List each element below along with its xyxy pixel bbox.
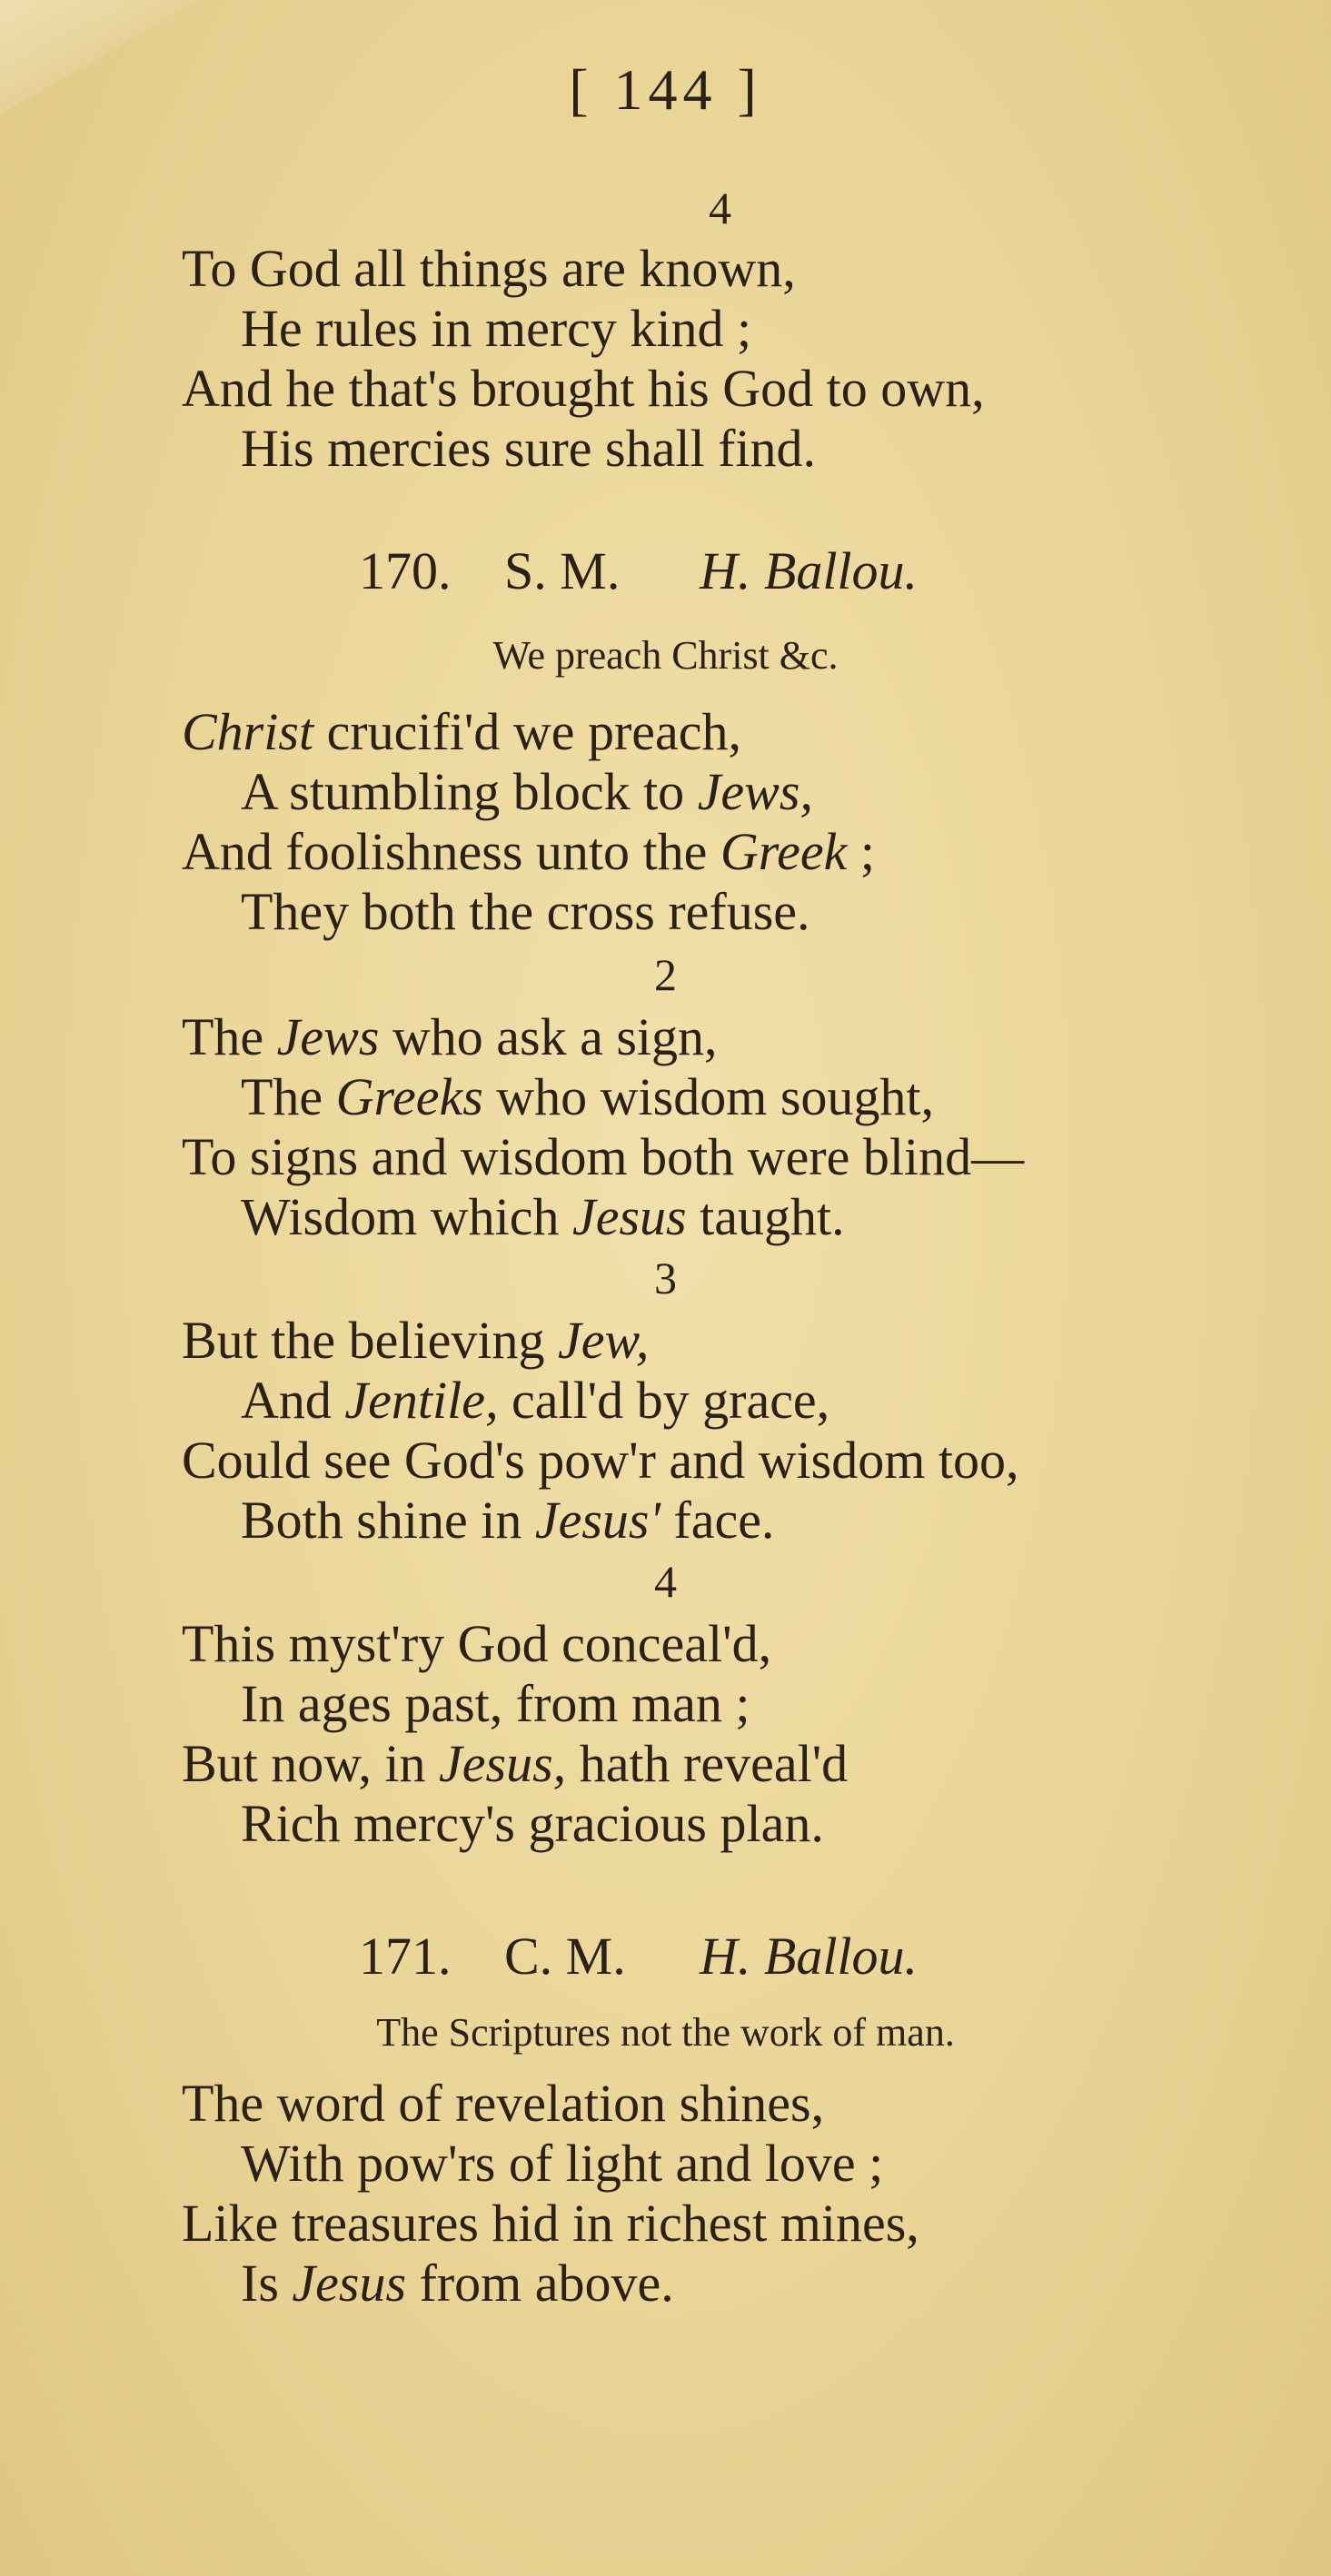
hymn-heading bbox=[359, 1926, 918, 1986]
verse-line: This myst'ry God conceal'd, bbox=[182, 1614, 772, 1673]
verse-line: The Greeks who wisdom sought, bbox=[241, 1067, 935, 1126]
verse-line: They both the cross refuse. bbox=[241, 882, 810, 941]
verse-line: But the believing Jew, bbox=[182, 1311, 650, 1370]
verse-line: And he that's brought his God to own, bbox=[182, 359, 985, 418]
hymn-author: H. Ballou. bbox=[700, 1927, 919, 1986]
verse-line: With pow'rs of light and love ; bbox=[241, 2134, 884, 2193]
hymn-number: 171. bbox=[359, 1927, 452, 1986]
stanza-number: 2 bbox=[654, 949, 677, 1000]
verse-line: And Jentile, call'd by grace, bbox=[241, 1371, 830, 1430]
verse-line: The word of revelation shines, bbox=[182, 2074, 825, 2133]
verse-line: Is Jesus from above. bbox=[241, 2254, 674, 2313]
verse-line: Like treasures hid in richest mines, bbox=[182, 2194, 919, 2253]
verse-line: Could see God's pow'r and wisdom too, bbox=[182, 1431, 1019, 1490]
verse-line: And foolishness unto the Greek ; bbox=[182, 822, 876, 881]
verse-line: To signs and wisdom both were blind— bbox=[182, 1127, 1025, 1186]
hymn-number: 170. bbox=[359, 541, 452, 600]
verse-line: Rich mercy's gracious plan. bbox=[241, 1794, 824, 1853]
verse-line: Wisdom which Jesus taught. bbox=[241, 1187, 845, 1246]
verse-line: In ages past, from man ; bbox=[241, 1674, 750, 1733]
hymn-heading bbox=[359, 540, 918, 601]
hymn-title: We preach Christ &c. bbox=[492, 633, 839, 678]
hymn-title: The Scriptures not the work of man. bbox=[376, 2010, 955, 2055]
verse-line: To God all things are known, bbox=[182, 239, 796, 298]
verse-line: The Jews who ask a sign, bbox=[182, 1007, 718, 1066]
page-number: [ 144 ] bbox=[569, 57, 762, 122]
stanza-number: 4 bbox=[709, 183, 731, 233]
hymn-author: H. Ballou. bbox=[700, 541, 919, 600]
verse-line: Both shine in Jesus' face. bbox=[241, 1491, 775, 1550]
verse-line: His mercies sure shall find. bbox=[241, 419, 817, 478]
verse-line: But now, in Jesus, hath reveal'd bbox=[182, 1734, 849, 1793]
stanza-number: 3 bbox=[654, 1253, 677, 1303]
verse-line: Christ crucifi'd we preach, bbox=[182, 702, 742, 761]
hymn-meter: S. M. bbox=[504, 541, 621, 600]
hymn-meter: C. M. bbox=[504, 1927, 626, 1986]
stanza-number: 4 bbox=[654, 1556, 677, 1607]
verse-line: A stumbling block to Jews, bbox=[241, 762, 813, 821]
verse-line: He rules in mercy kind ; bbox=[241, 299, 752, 358]
